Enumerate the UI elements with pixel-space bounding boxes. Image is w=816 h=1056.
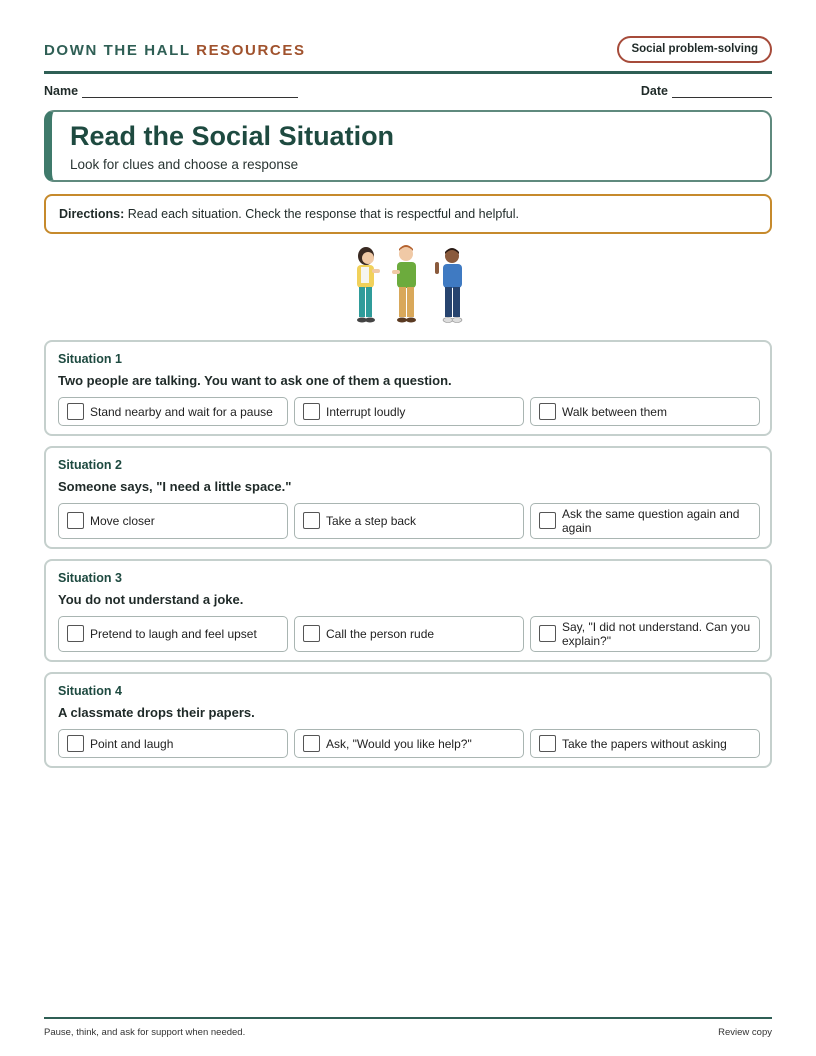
three-students-illustration [348, 242, 472, 330]
directions-text: Read each situation. Check the response that is respectful and helpful. [127, 207, 519, 221]
response-option-label: Walk between them [562, 405, 667, 419]
name-line[interactable] [82, 84, 298, 98]
page-title: Read the Social Situation [70, 121, 395, 151]
name-label: Name [44, 84, 79, 98]
response-option-label: Move closer [90, 514, 155, 528]
situation-prompt: You do not understand a joke. [58, 592, 244, 607]
page-header [44, 36, 772, 74]
response-option[interactable] [294, 503, 524, 539]
response-option[interactable] [294, 616, 524, 652]
situation-prompt: Two people are talking. You want to ask one of them a question. [58, 373, 452, 388]
checkbox[interactable] [539, 403, 556, 420]
response-option-label: Ask the same question again and again [562, 507, 740, 535]
situation-card-2 [44, 446, 772, 549]
situation-card-3 [44, 559, 772, 662]
response-option[interactable] [294, 729, 524, 758]
checkbox[interactable] [539, 512, 556, 529]
response-option-label: Pretend to laugh and feel upset [90, 627, 257, 641]
date-label: Date [640, 84, 668, 98]
response-option-label: Ask, "Would you like help?" [326, 737, 472, 751]
response-option-label: Interrupt loudly [326, 405, 406, 419]
response-option-label: Call the person rude [326, 627, 435, 641]
response-option[interactable] [530, 729, 760, 758]
title-panel [44, 110, 772, 182]
situation-prompt: Someone says, "I need a little space." [58, 479, 292, 494]
checkbox[interactable] [303, 512, 320, 529]
response-option[interactable] [530, 616, 760, 652]
response-option[interactable] [58, 729, 288, 758]
checkbox[interactable] [303, 625, 320, 642]
name-field[interactable] [44, 84, 298, 98]
footer-note: Pause, think, and ask for support when needed. [44, 1027, 246, 1038]
student-girl-figure [357, 247, 380, 323]
checkbox[interactable] [303, 735, 320, 752]
checkbox[interactable] [67, 735, 84, 752]
situation-label: Situation 1 [58, 352, 122, 366]
situation-label: Situation 4 [58, 684, 122, 698]
checkbox[interactable] [67, 403, 84, 420]
topic-badge: Social problem-solving [617, 36, 772, 63]
situation-label: Situation 3 [58, 571, 122, 585]
directions-box [44, 194, 772, 234]
checkbox[interactable] [303, 403, 320, 420]
page-footer [44, 1017, 772, 1041]
name-date-row [44, 84, 772, 102]
brand-logo [44, 42, 306, 59]
response-option[interactable] [58, 503, 288, 539]
page-subtitle: Look for clues and choose a response [70, 157, 299, 172]
response-option-label: Point and laugh [90, 737, 174, 751]
response-option-label: Take the papers without asking [562, 737, 727, 751]
checkbox[interactable] [67, 625, 84, 642]
situation-card-1 [44, 340, 772, 436]
footer-copy-label: Review copy [718, 1027, 772, 1038]
response-option[interactable] [58, 397, 288, 426]
response-option[interactable] [294, 397, 524, 426]
response-option[interactable] [58, 616, 288, 652]
situation-label: Situation 2 [58, 458, 122, 472]
response-option-label: Stand nearby and wait for a pause [90, 405, 273, 419]
response-option-label: Take a step back [326, 514, 417, 528]
response-option-label: Say, "I did not understand. Can you explain?" [562, 620, 751, 648]
situation-prompt: A classmate drops their papers. [58, 705, 255, 720]
brand-name-accent: RESOURCES [196, 42, 306, 59]
situation-card-4 [44, 672, 772, 768]
response-option[interactable] [530, 503, 760, 539]
directions-label: Directions: [59, 207, 125, 221]
checkbox[interactable] [539, 625, 556, 642]
student-boy-green-figure [392, 245, 416, 323]
checkbox[interactable] [539, 735, 556, 752]
response-option[interactable] [530, 397, 760, 426]
brand-name-primary: DOWN THE HALL [44, 42, 191, 59]
checkbox[interactable] [67, 512, 84, 529]
date-field[interactable] [641, 84, 772, 98]
date-line[interactable] [672, 84, 772, 98]
student-boy-blue-figure [435, 248, 462, 323]
